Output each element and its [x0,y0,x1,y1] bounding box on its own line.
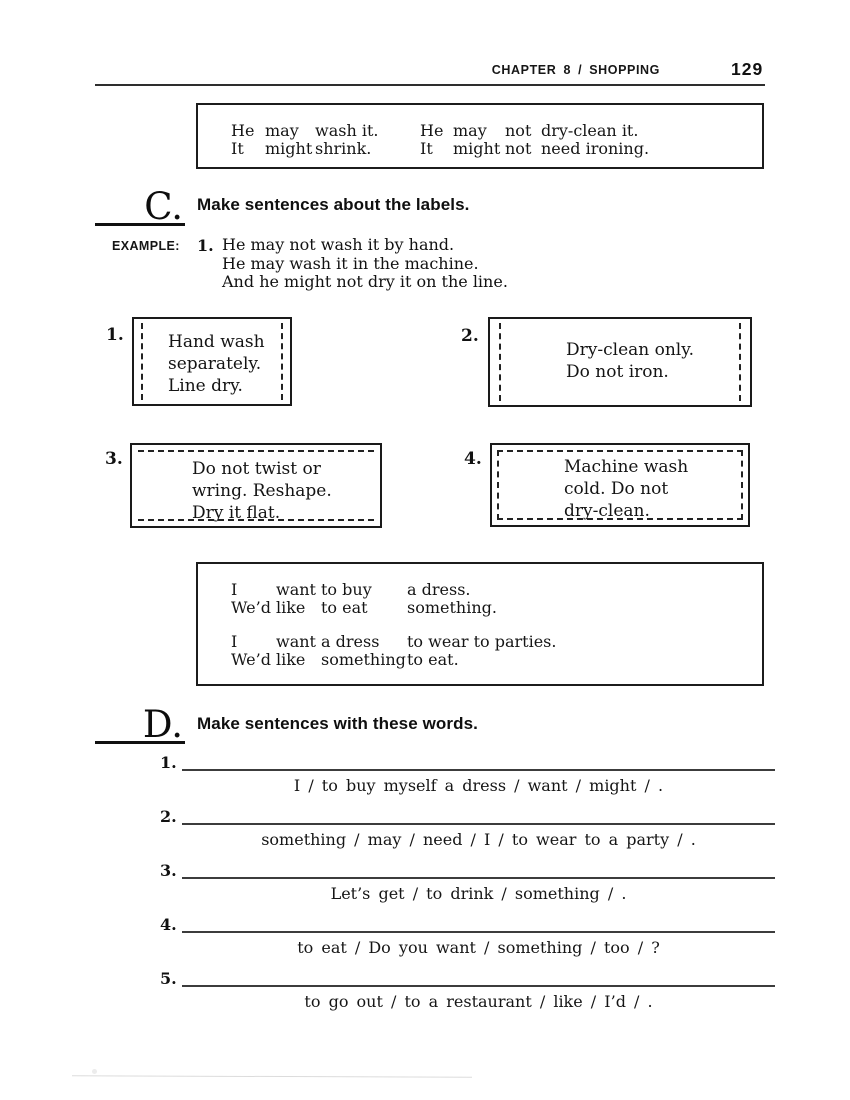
cell: not [505,138,532,158]
d-item-5-number: 5. [160,969,177,988]
dashed-stitch-top [138,450,374,452]
d-item-4-answer-line [182,931,775,933]
care-label-3-number: 3. [105,449,123,469]
cell: want [276,632,316,651]
dashed-stitch-right [281,323,283,400]
scan-artifact [92,1069,97,1074]
d-item-4-prompt: to eat / Do you want / something / too / ? [297,938,660,957]
cell: something [321,650,406,669]
cell: want [276,580,316,599]
cell: a dress. [407,580,471,599]
section-d-letter: D. [142,703,183,746]
cell: I [231,580,238,599]
grammar-table-group2 [231,633,556,669]
care-line: Do not twist or [192,459,321,479]
cell: like [276,598,306,617]
cell: may [265,121,299,140]
cell: shrink. [315,138,372,158]
cell: to eat [321,598,368,617]
care-label-1-number: 1. [106,325,124,345]
scan-artifact-line [72,1075,472,1077]
care-label-2-number: 2. [461,326,479,346]
care-line: cold. Do not [564,479,669,499]
care-label-1-text [168,331,265,397]
d-item-3-number: 3. [160,861,177,880]
cell: It [231,138,244,158]
care-label-2 [488,317,752,407]
d-item-1-answer-line [182,769,775,771]
cell: I [231,632,238,651]
section-c-underline [95,185,185,228]
d-item-5-answer-line [182,985,775,987]
grammar-table-right [420,122,649,157]
example-number: 1. [197,236,214,255]
example-line: And he might not dry it on the line. [222,272,508,291]
cell: like [276,650,306,669]
cell: to buy [321,580,372,599]
care-line: wring. Reshape. [192,481,332,501]
dashed-stitch-left [141,323,143,400]
cell: We’d [231,650,271,669]
d-item-3-answer-line [182,877,775,879]
care-line: dry-clean. [564,501,650,521]
d-item-5-prompt: to go out / to a restaurant / like / I’d / . [304,992,653,1011]
care-label-4-text [564,456,688,522]
d-item-4-number: 4. [160,915,177,934]
d-item-2-number: 2. [160,807,177,826]
d-item-1-number: 1. [160,753,177,772]
d-item-2-answer-line [182,823,775,825]
header-rule [95,84,765,86]
cell: to eat. [407,650,459,669]
cell: wash it. [315,121,379,140]
care-line: Line dry. [168,376,243,396]
section-c-title: Make sentences about the labels. [197,195,470,214]
section-d-title: Make sentences with these words. [197,714,478,733]
cell: dry-clean it. [541,121,639,140]
section-c-letter: C. [144,185,183,228]
cell: something. [407,598,497,617]
dashed-stitch-right [739,323,741,401]
care-label-4 [490,443,750,527]
cell: not [505,121,532,140]
grammar-box-want-like [196,562,764,686]
care-line: Dry-clean only. [566,340,694,360]
running-head: CHAPTER 8 / SHOPPING [491,63,660,77]
cell: He [231,121,255,140]
example-label: EXAMPLE: [112,239,180,253]
d-item-2-prompt: something / may / need / I / to wear to a party / . [261,830,696,849]
cell: need ironing. [541,138,650,158]
d-item-1-prompt: I / to buy myself a dress / want / might / . [293,776,664,795]
care-line: Hand wash [168,332,265,352]
example-line: He may not wash it by hand. [222,235,455,254]
cell: might [453,138,501,158]
care-line: Machine wash [564,457,689,477]
care-line: Dry it flat. [192,503,281,523]
grammar-table-left [231,122,378,157]
d-item-3-prompt: Let’s get / to drink / something / . [330,884,627,903]
example-sentences [222,236,508,292]
dashed-stitch-left [499,323,501,401]
page-number: 129 [731,59,764,79]
care-label-3 [130,443,382,528]
cell: We’d [231,598,271,617]
cell: It [420,138,433,158]
example-line: He may wash it in the machine. [222,253,479,273]
care-label-3-text [192,458,332,524]
cell: He [420,121,444,140]
care-label-2-text [566,339,694,383]
care-line: separately. [168,354,262,374]
cell: to wear to parties. [407,632,557,651]
cell: a dress [321,632,380,651]
care-line: Do not iron. [566,362,669,382]
care-label-4-number: 4. [464,449,482,469]
cell: may [453,121,487,140]
grammar-table-group1 [231,581,497,617]
care-label-1 [132,317,292,406]
section-d-underline [95,703,185,746]
cell: might [265,138,313,158]
grammar-box-may-might [196,103,764,169]
